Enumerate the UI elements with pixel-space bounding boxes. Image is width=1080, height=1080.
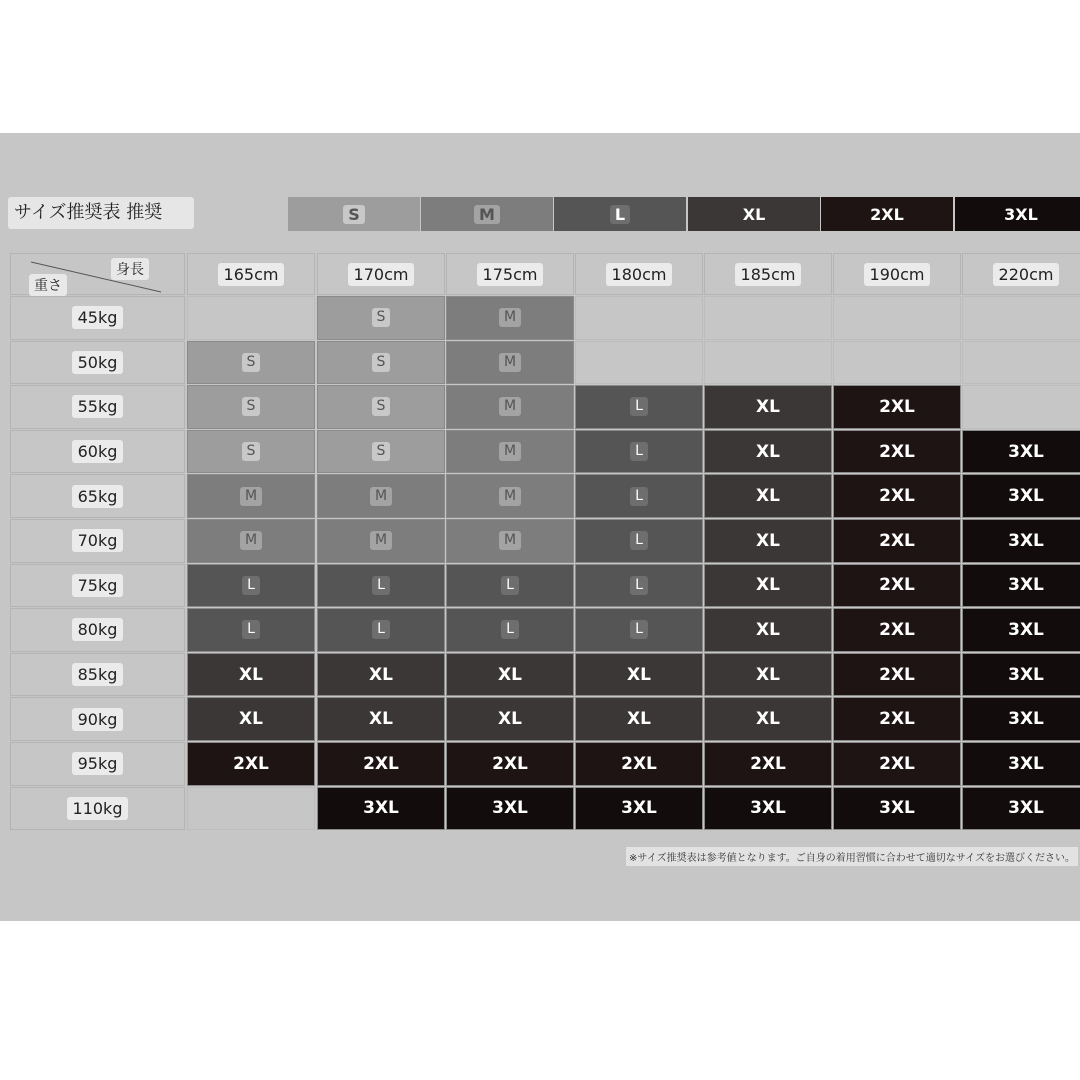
size-cell (317, 474, 445, 518)
weight-header (10, 430, 185, 474)
size-cell (575, 787, 703, 831)
weight-label: 60kg (72, 440, 124, 463)
height-label: 220cm (993, 263, 1060, 286)
height-label: 175cm (477, 263, 544, 286)
size-cell (962, 341, 1080, 385)
height-header (446, 253, 574, 295)
size-label: 2XL (879, 530, 915, 551)
size-cell (575, 296, 703, 340)
weight-axis-label: 重さ (29, 274, 67, 296)
size-cell (833, 519, 961, 563)
size-label: XL (498, 709, 522, 730)
size-label: XL (239, 709, 263, 730)
size-label: M (499, 353, 521, 372)
size-label: XL (756, 575, 780, 596)
weight-header (10, 787, 185, 831)
size-cell (317, 608, 445, 652)
size-label: 3XL (1008, 530, 1044, 551)
size-label: L (501, 576, 519, 595)
weight-label: 95kg (72, 752, 124, 775)
size-cell (833, 564, 961, 608)
size-cell (704, 385, 832, 429)
size-cell (187, 742, 315, 786)
size-label: 3XL (1008, 486, 1044, 507)
size-cell (187, 653, 315, 697)
size-cell (962, 385, 1080, 429)
size-cell (317, 430, 445, 474)
size-cell (962, 608, 1080, 652)
size-cell (833, 341, 961, 385)
weight-label: 110kg (67, 797, 129, 820)
weight-label: 50kg (72, 351, 124, 374)
legend-3xl (955, 197, 1080, 231)
size-label: XL (369, 664, 393, 685)
weight-header (10, 653, 185, 697)
size-label: XL (498, 664, 522, 685)
height-header (833, 253, 961, 295)
size-cell (833, 697, 961, 741)
legend-xl (688, 197, 820, 231)
table-corner-header (10, 253, 185, 295)
size-cell (575, 564, 703, 608)
weight-label: 90kg (72, 708, 124, 731)
weight-label: 65kg (72, 485, 124, 508)
size-cell (833, 787, 961, 831)
size-cell (704, 653, 832, 697)
size-label: 3XL (879, 798, 915, 819)
size-label: 3XL (750, 798, 786, 819)
size-cell (704, 430, 832, 474)
height-header (704, 253, 832, 295)
weight-header (10, 697, 185, 741)
size-cell (446, 430, 574, 474)
height-label: 165cm (218, 263, 285, 286)
weight-header (10, 519, 185, 563)
size-cell (446, 787, 574, 831)
size-cell (833, 430, 961, 474)
size-label: 2XL (363, 753, 399, 774)
size-cell (833, 385, 961, 429)
size-cell (704, 787, 832, 831)
size-label: 2XL (879, 575, 915, 596)
size-label: M (370, 531, 392, 550)
size-cell (575, 697, 703, 741)
size-cell (575, 742, 703, 786)
weight-header (10, 385, 185, 429)
size-cell (187, 430, 315, 474)
size-cell (446, 385, 574, 429)
size-label: S (242, 353, 261, 372)
size-label: 2XL (621, 753, 657, 774)
legend-label: S (343, 205, 365, 224)
size-cell (962, 787, 1080, 831)
size-label: M (240, 531, 262, 550)
size-label: L (630, 397, 648, 416)
legend-label: 3XL (1004, 204, 1038, 224)
size-cell (833, 296, 961, 340)
size-cell (704, 742, 832, 786)
size-label: M (499, 397, 521, 416)
size-cell (317, 742, 445, 786)
size-cell (962, 296, 1080, 340)
size-cell (187, 787, 315, 831)
size-chart-panel (0, 133, 1080, 921)
size-label: S (242, 442, 261, 461)
size-label: L (372, 620, 390, 639)
legend-label: 2XL (870, 204, 904, 224)
size-label: M (370, 487, 392, 506)
size-label: XL (756, 396, 780, 417)
size-label: S (372, 442, 391, 461)
size-cell (833, 474, 961, 518)
size-cell (187, 341, 315, 385)
disclaimer-note: ※サイズ推奨表は参考値となります。ご自身の着用習慣に合わせて適切なサイズをお選びください。 (626, 847, 1078, 866)
size-label: M (499, 442, 521, 461)
size-cell (446, 519, 574, 563)
legend-m (421, 197, 553, 231)
size-cell (833, 742, 961, 786)
size-cell (962, 474, 1080, 518)
size-label: M (499, 487, 521, 506)
size-cell (575, 653, 703, 697)
size-cell (962, 697, 1080, 741)
size-label: 3XL (1008, 619, 1044, 640)
size-label: M (499, 531, 521, 550)
size-label: 3XL (1008, 441, 1044, 462)
height-header (187, 253, 315, 295)
size-label: M (499, 308, 521, 327)
height-label: 185cm (735, 263, 802, 286)
size-cell (575, 385, 703, 429)
size-label: 3XL (1008, 664, 1044, 685)
size-label: L (630, 531, 648, 550)
size-label: 3XL (1008, 709, 1044, 730)
legend-l (554, 197, 686, 231)
size-cell (962, 653, 1080, 697)
size-cell (446, 742, 574, 786)
size-label: 2XL (879, 753, 915, 774)
size-cell (962, 564, 1080, 608)
size-cell (704, 564, 832, 608)
weight-label: 70kg (72, 529, 124, 552)
legend-s (288, 197, 420, 231)
size-label: XL (627, 709, 651, 730)
size-label: 2XL (879, 486, 915, 507)
size-label: L (372, 576, 390, 595)
height-header (575, 253, 703, 295)
size-label: XL (756, 709, 780, 730)
weight-header (10, 564, 185, 608)
size-cell (575, 474, 703, 518)
size-label: S (242, 397, 261, 416)
size-cell (317, 296, 445, 340)
size-label: 2XL (879, 619, 915, 640)
size-cell (317, 341, 445, 385)
weight-header (10, 296, 185, 340)
size-label: XL (239, 664, 263, 685)
size-cell (575, 519, 703, 563)
size-label: 2XL (879, 396, 915, 417)
weight-header (10, 474, 185, 518)
size-label: XL (756, 486, 780, 507)
size-label: 2XL (879, 441, 915, 462)
size-cell (704, 519, 832, 563)
size-cell (187, 474, 315, 518)
height-label: 180cm (606, 263, 673, 286)
weight-header (10, 608, 185, 652)
size-label: L (630, 487, 648, 506)
size-label: XL (756, 619, 780, 640)
size-cell (187, 519, 315, 563)
size-cell (446, 608, 574, 652)
weight-label: 55kg (72, 395, 124, 418)
size-label: 3XL (621, 798, 657, 819)
size-label: L (630, 442, 648, 461)
size-label: S (372, 397, 391, 416)
size-label: XL (369, 709, 393, 730)
size-label: L (630, 576, 648, 595)
height-header (962, 253, 1080, 295)
size-cell (962, 519, 1080, 563)
size-label: L (242, 620, 260, 639)
size-cell (317, 697, 445, 741)
size-cell (446, 296, 574, 340)
size-label: L (242, 576, 260, 595)
legend-label: L (610, 205, 630, 224)
weight-label: 75kg (72, 574, 124, 597)
legend-label: M (474, 205, 500, 224)
size-cell (187, 697, 315, 741)
size-cell (704, 608, 832, 652)
size-cell (704, 474, 832, 518)
weight-label: 80kg (72, 618, 124, 641)
size-cell (962, 742, 1080, 786)
legend-2xl (821, 197, 953, 231)
size-label: XL (756, 664, 780, 685)
weight-header (10, 742, 185, 786)
size-cell (317, 385, 445, 429)
size-label: 2XL (233, 753, 269, 774)
size-cell (317, 519, 445, 563)
size-label: 3XL (1008, 798, 1044, 819)
size-label: S (372, 308, 391, 327)
size-label: 2XL (879, 664, 915, 685)
legend-label: XL (742, 204, 766, 224)
size-cell (704, 341, 832, 385)
chart-title: サイズ推奨表 推奨 (8, 197, 194, 229)
size-cell (187, 296, 315, 340)
size-cell (317, 787, 445, 831)
weight-label: 85kg (72, 663, 124, 686)
size-label: L (501, 620, 519, 639)
weight-label: 45kg (72, 306, 124, 329)
size-cell (446, 341, 574, 385)
height-label: 190cm (864, 263, 931, 286)
size-cell (575, 430, 703, 474)
size-cell (833, 608, 961, 652)
weight-header (10, 341, 185, 385)
size-cell (317, 653, 445, 697)
size-label: M (240, 487, 262, 506)
size-cell (446, 474, 574, 518)
size-cell (317, 564, 445, 608)
size-label: 2XL (879, 709, 915, 730)
size-label: 3XL (1008, 575, 1044, 596)
size-label: S (372, 353, 391, 372)
size-label: XL (756, 530, 780, 551)
size-cell (704, 296, 832, 340)
size-cell (446, 564, 574, 608)
size-cell (187, 564, 315, 608)
size-label: XL (627, 664, 651, 685)
size-cell (187, 385, 315, 429)
size-cell (446, 653, 574, 697)
size-cell (575, 608, 703, 652)
size-cell (187, 608, 315, 652)
size-cell (704, 697, 832, 741)
size-cell (575, 341, 703, 385)
size-cell (446, 697, 574, 741)
size-label: 3XL (363, 798, 399, 819)
height-header (317, 253, 445, 295)
height-axis-label: 身長 (111, 258, 149, 280)
size-label: XL (756, 441, 780, 462)
size-label: 3XL (1008, 753, 1044, 774)
size-label: 3XL (492, 798, 528, 819)
size-cell (833, 653, 961, 697)
size-label: 2XL (492, 753, 528, 774)
height-label: 170cm (348, 263, 415, 286)
size-label: 2XL (750, 753, 786, 774)
size-label: L (630, 620, 648, 639)
size-cell (962, 430, 1080, 474)
